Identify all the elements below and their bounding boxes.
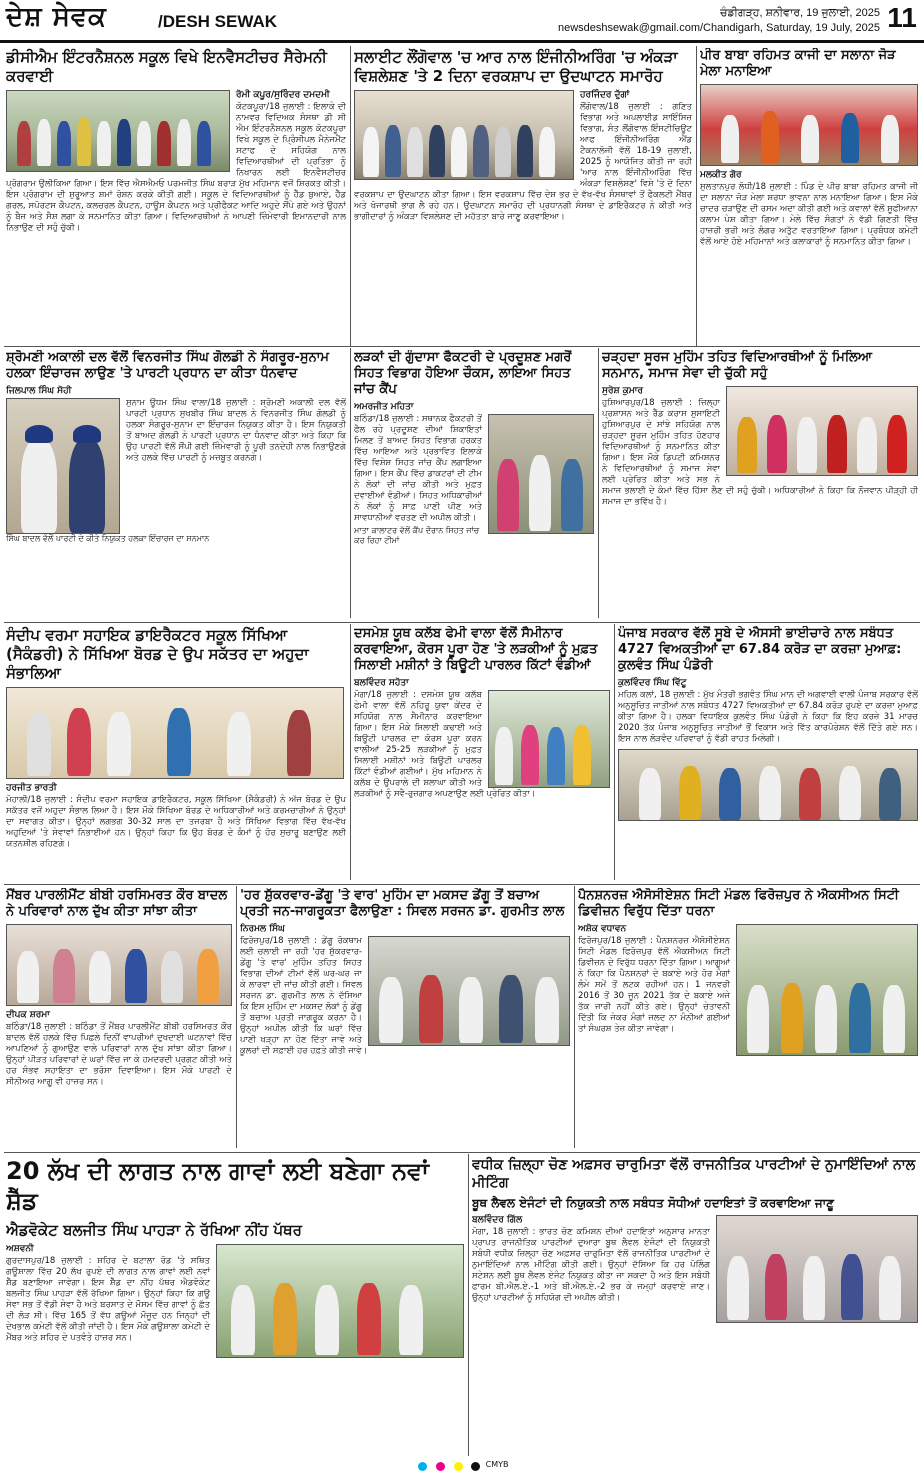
byline: ਅਸ਼ੋਕ ਵਧਾਵਨ bbox=[578, 924, 627, 934]
article-body: ਸੁਨਾਮ ਊਧਮ ਸਿੰਘ ਵਾਲਾ/18 ਜੁਲਾਈ : ਸ਼੍ਰੋਮਣੀ ਅਕਾਲੀ ਦਲ ਵੱਲੋਂ ਪਾਰਟੀ ਪ੍ਰਧਾਨ ਸੁਖਬੀਰ ਸਿੰਘ ਬਾਦਲ ਨੇ ਵਿਨਰਜੀਤ ਸਿੰਘ ਗੋਲਡੀ ਨੂੰ ਹਲਕਾ ਸੰਗਰੂਰ-ਸੁਨਾਮ ਦਾ ਇੰਚਾਰਜ ਨਿਯੁਕਤ ਕੀਤਾ ਹੈ। ਇਸ ਨਿਯੁਕਤੀ ਤੋਂ ਬਾਅਦ ਗੋਲਡੀ ਨੇ ਪਾਰਟੀ ਪ੍ਰਧਾਨ ਦਾ ਧੰਨਵਾਦ ਕੀਤਾ ਅਤੇ ਕਿਹਾ ਕਿ ਉਹ ਪਾਰਟੀ ਵੱਲੋਂ ਸੌਂਪੀ ਗਈ ਜ਼ਿੰਮੇਵਾਰੀ ਨੂੰ ਪੂਰੀ ਤਨਦੇਹੀ ਨਾਲ ਨਿਭਾਉਣਗੇ ਅਤੇ ਹਲਕੇ ਵਿੱਚ ਪਾਰਟੀ ਨੂੰ ਮਜ਼ਬੂਤ ਕਰਨਗੇ। bbox=[126, 398, 346, 463]
headline: ਲੜਕਾਂ ਦੀ ਗੁੰਦਾਸਾ ਫੈਕਟਰੀ ਦੇ ਪ੍ਰਦੂਸ਼ਣ ਮਗਰੋਂ ਸਿਹਤ ਵਿਭਾਗ ਹੋਇਆ ਚੌਕਸ, ਲਾਇਆ ਸਿਹਤ ਜਾਂਚ ਕੈਂਪ bbox=[354, 350, 572, 397]
photo-akali-leaders bbox=[6, 398, 120, 534]
article-sc-loan-waiver bbox=[618, 626, 918, 880]
article-body: ਬਠਿੰਡਾ/18 ਜੁਲਾਈ : ਬਠਿੰਡਾ ਤੋਂ ਮੈਂਬਰ ਪਾਰਲੀਮੈਂਟ ਬੀਬੀ ਹਰਸਿਮਰਤ ਕੌਰ ਬਾਦਲ ਵੱਲੋਂ ਹਲਕੇ ਵਿੱਚ ਪਿਛਲੇ ਦਿਨੀਂ ਵਾਪਰੀਆਂ ਦੁਖਦਾਈ ਘਟਨਾਵਾਂ ਵਿੱਚ ਆਪਣਿਆਂ ਨੂੰ ਗੁਆਉਣ ਵਾਲੇ ਪਰਿਵਾਰਾਂ ਨਾਲ ਦੁੱਖ ਸਾਂਝਾ ਕੀਤਾ ਗਿਆ। ਉਨ੍ਹਾਂ ਪੀੜਤ ਪਰਿਵਾਰਾਂ ਦੇ ਘਰਾਂ ਵਿੱਚ ਜਾ ਕੇ ਹਮਦਰਦੀ ਪ੍ਰਗਟ ਕੀਤੀ ਅਤੇ ਹਰ ਸੰਭਵ ਸਹਾਇਤਾ ਦਾ ਭਰੋਸਾ ਦਿਵਾਇਆ। ਇਸ ਮੌਕੇ ਪਾਰਟੀ ਦੇ ਸੀਨੀਅਰ ਆਗੂ ਵੀ ਹਾਜ਼ਰ ਸਨ। bbox=[6, 1022, 232, 1087]
article-body: ਗੁਰਦਾਸਪੁਰ/18 ਜੁਲਾਈ : ਸ਼ਹਿਰ ਦੇ ਬਟਾਲਾ ਰੋਡ 'ਤੇ ਸਥਿਤ ਗਊਸ਼ਾਲਾ ਵਿੱਚ 20 ਲੱਖ ਰੁਪਏ ਦੀ ਲਾਗਤ ਨਾਲ ਗਾਵਾਂ ਲਈ ਨਵਾਂ ਸ਼ੈੱਡ ਬਣਾਇਆ ਜਾਵੇਗਾ। ਇਸ ਸ਼ੈੱਡ ਦਾ ਨੀਂਹ ਪੱਥਰ ਐਡਵੋਕੇਟ ਬਲਜੀਤ ਸਿੰਘ ਪਾਹੜਾ ਵੱਲੋਂ ਰੱਖਿਆ ਗਿਆ। ਉਨ੍ਹਾਂ ਕਿਹਾ ਕਿ ਗਊ ਸੇਵਾ ਸਭ ਤੋਂ ਵੱਡੀ ਸੇਵਾ ਹੈ ਅਤੇ ਬਰਸਾਤ ਦੇ ਮੌਸਮ ਵਿੱਚ ਗਾਵਾਂ ਨੂੰ ਛੱਤ ਦੀ ਲੋੜ ਸੀ। ਵਿੱਚ 165 ਤੋਂ ਵੱਧ ਗਊਆਂ ਮੌਜੂਦ ਹਨ ਜਿਨ੍ਹਾਂ ਦੀ ਦੇਖਭਾਲ ਕਮੇਟੀ ਵੱਲੋਂ ਕੀਤੀ ਜਾਂਦੀ ਹੈ। ਇਸ ਮੌਕੇ ਗਊਸ਼ਾਲਾ ਕਮੇਟੀ ਦੇ ਮੈਂਬਰ ਅਤੇ ਸ਼ਹਿਰ ਦੇ ਪਤਵੰਤੇ ਹਾਜ਼ਰ ਸਨ। bbox=[6, 1256, 210, 1343]
cyan-dot bbox=[418, 1462, 427, 1471]
article-akali-dal-incharge bbox=[6, 350, 346, 618]
article-body: ਕੋਟਕਪੂਰਾ/18 ਜੁਲਾਈ : ਇਲਾਕੇ ਦੀ ਨਾਮਵਰ ਵਿਦਿਅਕ ਸੰਸਥਾ ਡੀ ਸੀ ਐਮ ਇੰਟਰਨੈਸ਼ਨਲ ਸਕੂਲ ਕੋਟਕਪੂਰਾ ਵਿਖੇ ਸਕੂਲ ਦੇ ਪ੍ਰਿੰਸੀਪਲ ਮੈਨੇਜਮੈਂਟ ਸਟਾਫ ਦੇ ਸਹਿਯੋਗ ਨਾਲ ਵਿਦਿਆਰਥੀਆਂ ਦੀ ਪ੍ਰਤਿਭਾ ਨੂੰ ਨਿਖਾਰਨ ਲਈ ਇਨਵੈਸਟੀਚਰ ਪ੍ਰੋਗਰਾਮ ਉਲੀਕਿਆ ਗਿਆ। ਇਸ ਵਿੱਚ ਐਸਐਮਓ ਪਰਮਜੀਤ ਸਿੰਘ ਬਰਾੜ ਮੁੱਖ ਮਹਿਮਾਨ ਵਜੋਂ ਸ਼ਿਰਕਤ ਕੀਤੀ। ਇਸ ਪ੍ਰੋਗਰਾਮ ਦੀ ਸ਼ੁਰੂਆਤ ਸ਼ਮਾਂ ਰੋਸ਼ਨ ਕਰਕੇ ਕੀਤੀ ਗਈ। ਸਕੂਲ ਦੇ ਵਿਦਿਆਰਥੀਆਂ ਨੂੰ ਹੈੱਡ ਬੁਆਏ, ਹੈੱਡ ਗਰਲ, ਸਪੋਰਟਸ ਕੈਪਟਨ, ਕਲਚਰਲ ਕੈਪਟਨ, ਹਾਊਸ ਕੈਪਟਨ ਅਤੇ ਪ੍ਰੀਫੈਕਟ ਆਦਿ ਅਹੁਦੇ ਸੌਂਪੇ ਗਏ ਅਤੇ ਉਹਨਾਂ ਨੂੰ ਬੈਜ ਅਤੇ ਸੈਸ਼ ਲਗਾ ਕੇ ਸਨਮਾਨਿਤ ਕੀਤਾ ਗਿਆ। ਵਿਦਿਆਰਥੀਆਂ ਨੇ ਆਪਣੀ ਜ਼ਿੰਮੇਵਾਰੀ ਇਮਾਨਦਾਰੀ ਨਾਲ ਨਿਭਾਉਣ ਦੀ ਸਹੁੰ ਚੁੱਕੀ। bbox=[6, 102, 346, 233]
article-sandeep-verma bbox=[6, 626, 346, 880]
photo-caption: ਸਿੰਘ ਬਾਦਲ ਵੱਲੋਂ ਪਾਰਟੀ ਦੇ ਕੀਤੇ ਨਿਯੁਕਤ ਹਲਕਾ ਇੰਚਾਰਜ ਦਾ ਸਨਮਾਨ bbox=[6, 534, 210, 543]
headline: 'ਹਰ ਸ਼ੁੱਕਰਵਾਰ-ਡੇਂਗੂ 'ਤੇ ਵਾਰ' ਮੁਹਿੰਮ ਦਾ ਮਕਸਦ ਡੇਂਗੂ ਤੋਂ ਬਚਾਅ ਪ੍ਰਤੀ ਜਨ-ਜਾਗਰੂਕਤਾ ਫੈਲਾਉਣਾ : ਸਿਵਲ ਸਰਜਨ ਡਾ. ਗੁਰਮੀਤ ਲਾਲ bbox=[240, 888, 565, 919]
photo-caption: ਮਾਤਾ ਕਾਲਾਟਰ ਵੱਲੋਂ ਕੈਂਪ ਦੌਰਾਨ ਸਿਹਤ ਜਾਂਚ ਕਰ ਰਿਹਾ ਟੀਮਾਂ bbox=[354, 526, 480, 545]
byline: ਜਿਲਪਾਲ ਸਿੰਘ ਸੋਹੀ bbox=[6, 386, 72, 396]
photo-dharna bbox=[736, 924, 918, 1056]
photo-mela bbox=[700, 84, 918, 166]
photo-sewing-machines bbox=[488, 690, 610, 788]
photo-workshop-inauguration bbox=[354, 90, 574, 180]
byline: ਹਰਜੀਤ ਭਾਰਤੀ bbox=[6, 783, 57, 793]
headline: ਸਲਾਈਟ ਲੌਂਗੋਵਾਲ 'ਚ ਆਰ ਨਾਲ ਇੰਜੀਨੀਅਰਿੰਗ 'ਚ ਅੰਕੜਾ ਵਿਸ਼ਲੇਸ਼ਣ 'ਤੇ 2 ਦਿਨਾ ਵਰਕਸ਼ਾਪ ਦਾ ਉਦਘਾਟਨ ਸਮਾਰੋਹ bbox=[354, 48, 678, 85]
photo-election-meeting bbox=[716, 1215, 918, 1323]
byline: ਦੀਪਕ ਸ਼ਰਮਾ bbox=[6, 1010, 50, 1020]
byline: ਰੋਮੀ ਕਪੂਰ/ਸੁਰਿੰਦਰ ਦਮਦਮੀ bbox=[236, 90, 330, 100]
byline: ਬਲਵਿੰਦਰ ਸਹੋਤਾ bbox=[354, 678, 409, 688]
photo-health-camp bbox=[488, 414, 594, 534]
registration-label: CMYB bbox=[485, 1460, 509, 1469]
article-gaushala-shed bbox=[6, 1156, 464, 1456]
byline: ਸੁਰੇਸ਼ ਕੁਮਾਰ bbox=[602, 386, 643, 396]
article-chardha-sooraj bbox=[602, 350, 918, 618]
article-election-meeting bbox=[472, 1156, 918, 1456]
headline: ਦਸਮੇਸ਼ ਯੂਥ ਕਲੱਬ ਫੇਮੀ ਵਾਲਾ ਵੱਲੋਂ ਸੈਮੀਨਾਰ ਕਰਵਾਇਆ, ਕੋਰਸ ਪੂਰਾ ਹੋਣ 'ਤੇ ਲੜਕੀਆਂ ਨੂੰ ਮੁਫ਼ਤ ਸਿਲਾਈ ਮਸ਼ੀਨਾਂ ਤੇ ਬਿਊਟੀ ਪਾਰਲਰ ਕਿੱਟਾਂ ਵੰਡੀਆਂ bbox=[354, 626, 598, 673]
article-body: ਬਠਿੰਡਾ/18 ਜੁਲਾਈ : ਸਥਾਨਕ ਫੈਕਟਰੀ ਤੋਂ ਫੈਲ ਰਹੇ ਪ੍ਰਦੂਸ਼ਣ ਦੀਆਂ ਸ਼ਿਕਾਇਤਾਂ ਮਿਲਣ ਤੋਂ ਬਾਅਦ ਸਿਹਤ ਵਿਭਾਗ ਹਰਕਤ ਵਿੱਚ ਆਇਆ ਅਤੇ ਪ੍ਰਭਾਵਿਤ ਇਲਾਕੇ ਵਿੱਚ ਵਿਸ਼ੇਸ਼ ਸਿਹਤ ਜਾਂਚ ਕੈਂਪ ਲਗਾਇਆ ਗਿਆ। ਇਸ ਕੈਂਪ ਵਿੱਚ ਡਾਕਟਰਾਂ ਦੀ ਟੀਮ ਨੇ ਲੋਕਾਂ ਦੀ ਜਾਂਚ ਕੀਤੀ ਅਤੇ ਮੁਫ਼ਤ ਦਵਾਈਆਂ ਵੰਡੀਆਂ। ਸਿਹਤ ਅਧਿਕਾਰੀਆਂ ਨੇ ਲੋਕਾਂ ਨੂੰ ਸਾਫ਼ ਪਾਣੀ ਪੀਣ ਅਤੇ ਸਾਵਧਾਨੀਆਂ ਵਰਤਣ ਦੀ ਅਪੀਲ ਕੀਤੀ। bbox=[354, 414, 482, 523]
headline: ਪੀਰ ਬਾਬਾ ਰਹਿਮਤ ਕਾਜੀ ਦਾ ਸਲਾਨਾ ਜੋੜ ਮੇਲਾ ਮਨਾਇਆ bbox=[700, 48, 896, 79]
byline: ਅਸ਼ਵਨੀ bbox=[6, 1244, 34, 1254]
subheadline: ਬੂਥ ਲੈਵਲ ਏਜੰਟਾਂ ਦੀ ਨਿਯੁਕਤੀ ਨਾਲ ਸਬੰਧਤ ਸੋਧੀਆਂ ਹਦਾਇਤਾਂ ਤੋਂ ਕਰਵਾਇਆ ਜਾਣੂ bbox=[472, 1196, 834, 1210]
article-peer-baba-mela bbox=[700, 48, 918, 338]
byline: ਬਲਵਿੰਦਰ ਗਿੱਲ bbox=[472, 1215, 523, 1225]
article-body: ਸੁਲਤਾਨਪੁਰ ਲੋਧੀ/18 ਜੁਲਾਈ : ਪਿੰਡ ਦੇ ਪੀਰ ਬਾਬਾ ਰਹਿਮਤ ਕਾਜੀ ਜੀ ਦਾ ਸਲਾਨਾ ਜੋੜ ਮੇਲਾ ਸ਼ਰਧਾ ਭਾਵਨਾ ਨਾਲ ਮਨਾਇਆ ਗਿਆ। ਇਸ ਮੌਕੇ ਚਾਦਰ ਚੜਾਉਣ ਦੀ ਰਸਮ ਅਦਾ ਕੀਤੀ ਗਈ ਅਤੇ ਕਵਾਲਾਂ ਵੱਲੋਂ ਸੂਫੀਆਨਾ ਕਲਾਮ ਪੇਸ਼ ਕੀਤਾ ਗਿਆ। ਮੇਲੇ ਵਿੱਚ ਸੰਗਤਾਂ ਨੇ ਵੱਡੀ ਗਿਣਤੀ ਵਿੱਚ ਹਾਜ਼ਰੀ ਭਰੀ ਅਤੇ ਲੰਗਰ ਅਤੁੱਟ ਵਰਤਾਇਆ ਗਿਆ। ਪ੍ਰਬੰਧਕ ਕਮੇਟੀ ਵੱਲੋਂ ਆਏ ਹੋਏ ਮਹਿਮਾਨਾਂ ਅਤੇ ਕਲਾਕਾਰਾਂ ਨੂੰ ਸਨਮਾਨਿਤ ਕੀਤਾ ਗਿਆ। bbox=[700, 182, 918, 247]
photo-joining-ceremony bbox=[6, 687, 344, 779]
headline: ਵਧੀਕ ਜ਼ਿਲ੍ਹਾ ਚੋਣ ਅਫ਼ਸਰ ਚਾਰੁਮਿਤਾ ਵੱਲੋਂ ਰਾਜਨੀਤਿਕ ਪਾਰਟੀਆਂ ਦੇ ਨੁਮਾਇੰਦਿਆਂ ਨਾਲ ਮੀਟਿੰਗ bbox=[472, 1157, 916, 1191]
subheadline: ਐਡਵੋਕੇਟ ਬਲਜੀਤ ਸਿੰਘ ਪਾਹੜਾ ਨੇ ਰੱਖਿਆ ਨੀਂਹ ਪੱਥਰ bbox=[6, 1221, 302, 1239]
article-pensioners-protest bbox=[578, 888, 918, 1148]
byline: ਨਿਰਮਲ ਸਿੰਘ bbox=[240, 924, 285, 934]
byline: ਅਮਰਜੀਤ ਮਹਿਤਾ bbox=[354, 402, 414, 412]
newspaper-logo: ਦੇਸ਼ ਸੇਵਕ bbox=[6, 2, 107, 32]
yellow-dot bbox=[454, 1462, 463, 1471]
article-body: ਮੋਹਾਲੀ/18 ਜੁਲਾਈ : ਸੰਦੀਪ ਵਰਮਾ ਸਹਾਇਕ ਡਾਇਰੈਕਟਰ, ਸਕੂਲ ਸਿੱਖਿਆ (ਸੈਕੰਡਰੀ) ਨੇ ਅੱਜ ਬੋਰਡ ਦੇ ਉਪ ਸਕੱਤਰ ਵਜੋਂ ਅਹੁਦਾ ਸੰਭਾਲ ਲਿਆ ਹੈ। ਇਸ ਮੌਕੇ ਸਿੱਖਿਆ ਬੋਰਡ ਦੇ ਅਧਿਕਾਰੀਆਂ ਅਤੇ ਕਰਮਚਾਰੀਆਂ ਨੇ ਉਨ੍ਹਾਂ ਦਾ ਸਵਾਗਤ ਕੀਤਾ। ਉਨ੍ਹਾਂ ਲਗਭਗ 30-32 ਸਾਲ ਦਾ ਤਜਰਬਾ ਹੈ ਅਤੇ ਸਿੱਖਿਆ ਵਿਭਾਗ ਵਿੱਚ ਵੱਖ-ਵੱਖ ਅਹੁਦਿਆਂ 'ਤੇ ਸੇਵਾਵਾਂ ਨਿਭਾਈਆਂ ਹਨ। ਉਨ੍ਹਾਂ ਕਿਹਾ ਕਿ ਉਹ ਬੋਰਡ ਦੇ ਕੰਮਾਂ ਨੂੰ ਹੋਰ ਸੁਚਾਰੂ ਬਣਾਉਣ ਲਈ ਯਤਨਸ਼ੀਲ ਰਹਿਣਗੇ। bbox=[6, 795, 346, 849]
black-dot bbox=[471, 1462, 480, 1471]
photo-students-honoured bbox=[726, 386, 918, 476]
byline: ਹਰਜਿੰਦਰ ਦੁੱਗਾਂ bbox=[580, 90, 630, 100]
headline: ਸ਼੍ਰੋਮਣੀ ਅਕਾਲੀ ਦਲ ਵੱਲੋਂ ਵਿਨਰਜੀਤ ਸਿੰਘ ਗੋਲਡੀ ਨੇ ਸੰਗਰੂਰ-ਸੁਨਾਮ ਹਲਕਾ ਇੰਚਾਰਜ ਲਾਉਣ 'ਤੇ ਪਾਰਟੀ ਪ੍ਰਧਾਨ ਦਾ ਕੀਤਾ ਧੰਨਵਾਦ bbox=[6, 350, 329, 381]
photo-foundation-stone bbox=[216, 1244, 464, 1358]
article-body: ਹੁਸ਼ਿਆਰਪੁਰ/18 ਜੁਲਾਈ : ਜ਼ਿਲ੍ਹਾ ਪ੍ਰਸ਼ਾਸਨ ਅਤੇ ਰੈੱਡ ਕਰਾਸ ਸੁਸਾਇਟੀ ਹੁਸ਼ਿਆਰਪੁਰ ਦੇ ਸਾਂਝੇ ਸਹਿਯੋਗ ਨਾਲ ਚੜ੍ਹਦਾ ਸੂਰਜ ਮੁਹਿੰਮ ਤਹਿਤ ਹੋਣਹਾਰ ਵਿਦਿਆਰਥੀਆਂ ਨੂੰ ਸਨਮਾਨਿਤ ਕੀਤਾ ਗਿਆ। ਇਸ ਮੌਕੇ ਡਿਪਟੀ ਕਮਿਸ਼ਨਰ ਨੇ ਵਿਦਿਆਰਥੀਆਂ ਨੂੰ ਸਮਾਜ ਸੇਵਾ ਲਈ ਪ੍ਰੇਰਿਤ ਕੀਤਾ ਅਤੇ ਸਭ ਨੇ ਸਮਾਜ ਭਲਾਈ ਦੇ ਕੰਮਾਂ ਵਿੱਚ ਹਿੱਸਾ ਲੈਣ ਦੀ ਸਹੁੰ ਚੁੱਕੀ। ਅਧਿਕਾਰੀਆਂ ਨੇ ਕਿਹਾ ਕਿ ਨੌਜਵਾਨ ਪੀੜ੍ਹੀ ਹੀ ਸਮਾਜ ਦਾ ਭਵਿੱਖ ਹੈ। bbox=[602, 398, 918, 507]
headline: ਸੰਦੀਪ ਵਰਮਾ ਸਹਾਇਕ ਡਾਇਰੈਕਟਰ ਸਕੂਲ ਸਿੱਖਿਆ (ਸੈਕੰਡਰੀ) ਨੇ ਸਿੱਖਿਆ ਬੋਰਡ ਦੇ ਉਪ ਸਕੱਤਰ ਦਾ ਅਹੁਦਾ ਸੰਭਾਲਿਆ bbox=[6, 626, 309, 682]
headline: ਚੜ੍ਹਦਾ ਸੂਰਜ ਮੁਹਿੰਮ ਤਹਿਤ ਵਿਦਿਆਰਥੀਆਂ ਨੂੰ ਮਿਲਿਆ ਸਨਮਾਨ, ਸਮਾਜ ਸੇਵਾ ਦੀ ਚੁੱਕੀ ਸਹੁੰ bbox=[602, 350, 872, 381]
newspaper-name-english: /DESH SEWAK bbox=[158, 12, 278, 31]
headline: ਡੀਸੀਐਮ ਇੰਟਰਨੈਸ਼ਨਲ ਸਕੂਲ ਵਿਖੇ ਇਨਵੈਸਟੀਚਰ ਸੈਰੇਮਨੀ ਕਰਵਾਈ bbox=[6, 48, 327, 85]
headline: ਪੰਜਾਬ ਸਰਕਾਰ ਵੱਲੋਂ ਸੂਬੇ ਦੇ ਐਸਸੀ ਭਾਈਚਾਰੇ ਨਾਲ ਸਬੰਧਤ 4727 ਵਿਅਕਤੀਆਂ ਦਾ 67.84 ਕਰੋੜ ਦਾ ਕਰਜ਼ਾ ਮੁਆਫ਼: ਕੁਲਵੰਤ ਸਿੰਘ ਪੰਡੋਰੀ bbox=[618, 626, 902, 673]
article-body: ਮੋਗਾ/18 ਜੁਲਾਈ : ਦਸਮੇਸ਼ ਯੂਥ ਕਲੱਬ ਫੇਮੀ ਵਾਲਾ ਵੱਲੋਂ ਨਹਿਰੂ ਯੁਵਾ ਕੇਂਦਰ ਦੇ ਸਹਿਯੋਗ ਨਾਲ ਸੈਮੀਨਾਰ ਕਰਵਾਇਆ ਗਿਆ। ਇਸ ਮੌਕੇ ਸਿਲਾਈ ਕਢਾਈ ਅਤੇ ਬਿਊਟੀ ਪਾਰਲਰ ਦਾ ਕੋਰਸ ਪੂਰਾ ਕਰਨ ਵਾਲੀਆਂ 25-25 ਲੜਕੀਆਂ ਨੂੰ ਮੁਫ਼ਤ ਸਿਲਾਈ ਮਸ਼ੀਨਾਂ ਅਤੇ ਬਿਊਟੀ ਪਾਰਲਰ ਕਿੱਟਾਂ ਵੰਡੀਆਂ ਗਈਆਂ। ਮੁੱਖ ਮਹਿਮਾਨ ਨੇ ਕਲੱਬ ਦੇ ਉਪਰਾਲੇ ਦੀ ਸ਼ਲਾਘਾ ਕੀਤੀ ਅਤੇ ਲੜਕੀਆਂ ਨੂੰ ਸਵੈ-ਰੁਜ਼ਗਾਰ ਅਪਣਾਉਣ ਲਈ ਪ੍ਰੇਰਿਤ ਕੀਤਾ। bbox=[354, 690, 536, 799]
photo-mla-gathering bbox=[618, 749, 918, 821]
page-number: 11 bbox=[887, 2, 917, 33]
date-punjabi: ਚੰਡੀਗੜ੍ਹ, ਸ਼ਨੀਵਾਰ, 19 ਜੁਲਾਈ, 2025 bbox=[720, 7, 880, 19]
article-body: ਲੌਂਗੋਵਾਲ/18 ਜੁਲਾਈ : ਗਣਿਤ ਵਿਭਾਗ ਅਤੇ ਅਪਲਾਈਡ ਸਾਇੰਸਿਜ਼ ਵਿਭਾਗ, ਸੰਤ ਲੌਂਗੋਵਾਲ ਇੰਸਟੀਚਿਊਟ ਆਫ ਇੰਜੀਨੀਅਰਿੰਗ ਐਂਡ ਟੈਕਨਾਲੋਜੀ ਵੱਲੋਂ 18-19 ਜੁਲਾਈ, 2025 ਨੂੰ ਆਯੋਜਿਤ ਕੀਤੀ ਜਾ ਰਹੀ 'ਆਰ ਨਾਲ ਇੰਜੀਨੀਅਰਿੰਗ ਵਿੱਚ ਅੰਕੜਾ ਵਿਸ਼ਲੇਸ਼ਣ' ਵਿਸ਼ੇ 'ਤੇ ਦੋ ਦਿਨਾ ਵਰਕਸ਼ਾਪ ਦਾ ਉਦਘਾਟਨ ਕੀਤਾ ਗਿਆ। ਇਸ ਵਰਕਸ਼ਾਪ ਵਿੱਚ ਦੇਸ਼ ਭਰ ਦੇ ਵੱਖ-ਵੱਖ ਸੰਸਥਾਵਾਂ ਤੋਂ ਫੈਕਲਟੀ ਮੈਂਬਰ ਅਤੇ ਖੋਜਾਰਥੀ ਭਾਗ ਲੈ ਰਹੇ ਹਨ। ਉਦਘਾਟਨ ਸਮਾਰੋਹ ਦੀ ਪ੍ਰਧਾਨਗੀ ਸੰਸਥਾ ਦੇ ਡਾਇਰੈਕਟਰ ਨੇ ਕੀਤੀ ਅਤੇ ਭਾਗੀਦਾਰਾਂ ਨੂੰ ਅੰਕੜਾ ਵਿਸ਼ਲੇਸ਼ਣ ਦੀ ਮਹੱਤਤਾ ਬਾਰੇ ਜਾਣੂ ਕਰਵਾਇਆ। bbox=[354, 102, 692, 222]
magenta-dot bbox=[436, 1462, 445, 1471]
byline: ਮਲਕੀਤ ਗੋਰ bbox=[700, 170, 742, 180]
article-health-camp bbox=[354, 350, 594, 618]
headline: 20 ਲੱਖ ਦੀ ਲਾਗਤ ਨਾਲ ਗਾਵਾਂ ਲਈ ਬਣੇਗਾ ਨਵਾਂ ਸ਼ੈੱਡ bbox=[6, 1157, 429, 1215]
article-body: ਫਿਰੋਜ਼ਪੁਰ/18 ਜੁਲਾਈ : ਡੇਂਗੂ ਰੋਕਥਾਮ ਲਈ ਚਲਾਈ ਜਾ ਰਹੀ 'ਹਰ ਸ਼ੁੱਕਰਵਾਰ-ਡੇਂਗੂ 'ਤੇ ਵਾਰ' ਮੁਹਿੰਮ ਤਹਿਤ ਸਿਹਤ ਵਿਭਾਗ ਦੀਆਂ ਟੀਮਾਂ ਵੱਲੋਂ ਘਰ-ਘਰ ਜਾ ਕੇ ਲਾਰਵਾ ਦੀ ਜਾਂਚ ਕੀਤੀ ਗਈ। ਸਿਵਲ ਸਰਜਨ ਡਾ. ਗੁਰਮੀਤ ਲਾਲ ਨੇ ਦੱਸਿਆ ਕਿ ਇਸ ਮੁਹਿੰਮ ਦਾ ਮਕਸਦ ਲੋਕਾਂ ਨੂੰ ਡੇਂਗੂ ਤੋਂ ਬਚਾਅ ਪ੍ਰਤੀ ਜਾਗਰੂਕ ਕਰਨਾ ਹੈ। ਉਨ੍ਹਾਂ ਅਪੀਲ ਕੀਤੀ ਕਿ ਘਰਾਂ ਵਿੱਚ ਪਾਣੀ ਖੜ੍ਹਾ ਨਾ ਹੋਣ ਦਿੱਤਾ ਜਾਵੇ ਅਤੇ ਕੂਲਰਾਂ ਦੀ ਸਫ਼ਾਈ ਹਰ ਹਫ਼ਤੇ ਕੀਤੀ ਜਾਵੇ। bbox=[240, 936, 368, 1056]
article-body: ਮਹਿਲ ਕਲਾਂ, 18 ਜੁਲਾਈ : ਮੁੱਖ ਮੰਤਰੀ ਭਗਵੰਤ ਸਿੰਘ ਮਾਨ ਦੀ ਅਗਵਾਈ ਵਾਲੀ ਪੰਜਾਬ ਸਰਕਾਰ ਵੱਲੋਂ ਅਨੁਸੂਚਿਤ ਜਾਤੀਆਂ ਨਾਲ ਸਬੰਧਤ 4727 ਵਿਅਕਤੀਆਂ ਦਾ 67.84 ਕਰੋੜ ਰੁਪਏ ਦਾ ਕਰਜ਼ਾ ਮੁਆਫ਼ ਕੀਤਾ ਗਿਆ ਹੈ। ਹਲਕਾ ਵਿਧਾਇਕ ਕੁਲਵੰਤ ਸਿੰਘ ਪੰਡੋਰੀ ਨੇ ਕਿਹਾ ਕਿ ਇਹ ਕਰਜ਼ੇ 31 ਮਾਰਚ 2020 ਤੱਕ ਪੰਜਾਬ ਅਨੁਸੂਚਿਤ ਜਾਤੀਆਂ ਭੌਂ ਵਿਕਾਸ ਅਤੇ ਵਿੱਤ ਕਾਰਪੋਰੇਸ਼ਨ ਵੱਲੋਂ ਦਿੱਤੇ ਗਏ ਸਨ। ਇਸ ਨਾਲ ਲੋੜਵੰਦ ਪਰਿਵਾਰਾਂ ਨੂੰ ਵੱਡੀ ਰਾਹਤ ਮਿਲੇਗੀ। bbox=[618, 690, 918, 744]
article-sliet-workshop bbox=[354, 48, 692, 338]
photo-condolence-visit bbox=[6, 924, 232, 1006]
headline: ਮੈਂਬਰ ਪਾਰਲੀਮੈਂਟ ਬੀਬੀ ਹਰਸਿਮਰਤ ਕੌਰ ਬਾਦਲ ਨੇ ਪਰਿਵਾਰਾਂ ਨਾਲ ਦੁੱਖ ਕੀਤਾ ਸਾਂਝਾ ਕੀਤਾ bbox=[6, 888, 228, 919]
article-dcm-school bbox=[6, 48, 346, 388]
article-harsimrat-badal bbox=[6, 888, 232, 1148]
contact-email: newsdeshsewak@gmail.com/Chandigarh, Saturday, 19 July, 2025 bbox=[558, 22, 880, 34]
masthead bbox=[0, 0, 924, 43]
byline: ਕੁਲਵਿੰਦਰ ਸਿੰਘ ਵਿੱਟੂ bbox=[618, 678, 687, 688]
article-dasmesh-youth-club bbox=[354, 626, 610, 880]
headline: ਪੈਨਸ਼ਨਰਜ਼ ਐਸੋਸੀਏਸ਼ਨ ਸਿਟੀ ਮੰਡਲ ਫਿਰੋਜ਼ਪੁਰ ਨੇ ਐਕਸੀਅਨ ਸਿਟੀ ਡਿਵੀਜ਼ਨ ਵਿਰੁੱਧ ਦਿੱਤਾ ਧਰਨਾ bbox=[578, 888, 899, 919]
print-registration-marks bbox=[0, 1460, 924, 1474]
article-body: ਮੋਗਾ, 18 ਜੁਲਾਈ : ਭਾਰਤ ਚੋਣ ਕਮਿਸ਼ਨ ਦੀਆਂ ਹਦਾਇਤਾਂ ਅਨੁਸਾਰ ਮਾਨਤਾ ਪ੍ਰਾਪਤ ਰਾਜਨੀਤਿਕ ਪਾਰਟੀਆਂ ਦੁਆਰਾ ਬੂਥ ਲੈਵਲ ਏਜੰਟਾਂ ਦੀ ਨਿਯੁਕਤੀ ਸਬੰਧੀ ਵਧੀਕ ਜ਼ਿਲ੍ਹਾ ਚੋਣ ਅਫ਼ਸਰ ਚਾਰੁਮਿਤਾ ਵੱਲੋਂ ਰਾਜਨੀਤਿਕ ਪਾਰਟੀਆਂ ਦੇ ਨੁਮਾਇੰਦਿਆਂ ਨਾਲ ਮੀਟਿੰਗ ਕੀਤੀ ਗਈ। ਉਨ੍ਹਾਂ ਦੱਸਿਆ ਕਿ ਹਰ ਪੋਲਿੰਗ ਸਟੇਸ਼ਨ ਲਈ ਬੂਥ ਲੈਵਲ ਏਜੰਟ ਨਿਯੁਕਤ ਕੀਤਾ ਜਾ ਸਕਦਾ ਹੈ ਅਤੇ ਇਸ ਸਬੰਧੀ ਫਾਰਮ ਬੀ.ਐਲ.ਏ.-1 ਅਤੇ ਬੀ.ਐਲ.ਏ.-2 ਭਰ ਕੇ ਜਮ੍ਹਾਂ ਕਰਵਾਏ ਜਾਣ। ਉਨ੍ਹਾਂ ਪਾਰਟੀਆਂ ਨੂੰ ਸਹਿਯੋਗ ਦੀ ਅਪੀਲ ਕੀਤੀ। bbox=[472, 1227, 710, 1303]
dateline bbox=[558, 6, 880, 36]
article-dengue-campaign bbox=[240, 888, 570, 1148]
photo-dengue-team bbox=[368, 936, 570, 1046]
photo-school-ceremony bbox=[6, 90, 230, 172]
article-body: ਫਿਰੋਜ਼ਪੁਰ/18 ਜੁਲਾਈ : ਪੈਨਸ਼ਨਰਜ਼ ਐਸੋਸੀਏਸ਼ਨ ਸਿਟੀ ਮੰਡਲ ਫਿਰੋਜ਼ਪੁਰ ਵੱਲੋਂ ਐਕਸੀਅਨ ਸਿਟੀ ਡਿਵੀਜ਼ਨ ਦੇ ਵਿਰੁੱਧ ਧਰਨਾ ਦਿੱਤਾ ਗਿਆ। ਆਗੂਆਂ ਨੇ ਕਿਹਾ ਕਿ ਪੈਨਸ਼ਨਰਾਂ ਦੇ ਬਕਾਏ ਅਤੇ ਹੋਰ ਮੰਗਾਂ ਲੰਮੇ ਸਮੇਂ ਤੋਂ ਲਟਕ ਰਹੀਆਂ ਹਨ। 1 ਜਨਵਰੀ 2016 ਤੋਂ 30 ਜੂਨ 2021 ਤੱਕ ਦੇ ਬਕਾਏ ਅਜੇ ਤੱਕ ਜਾਰੀ ਨਹੀਂ ਕੀਤੇ ਗਏ। ਉਨ੍ਹਾਂ ਚੇਤਾਵਨੀ ਦਿੱਤੀ ਕਿ ਜੇਕਰ ਮੰਗਾਂ ਜਲਦ ਨਾ ਮੰਨੀਆਂ ਗਈਆਂ ਤਾਂ ਸੰਘਰਸ਼ ਤੇਜ਼ ਕੀਤਾ ਜਾਵੇਗਾ। bbox=[578, 936, 730, 1034]
